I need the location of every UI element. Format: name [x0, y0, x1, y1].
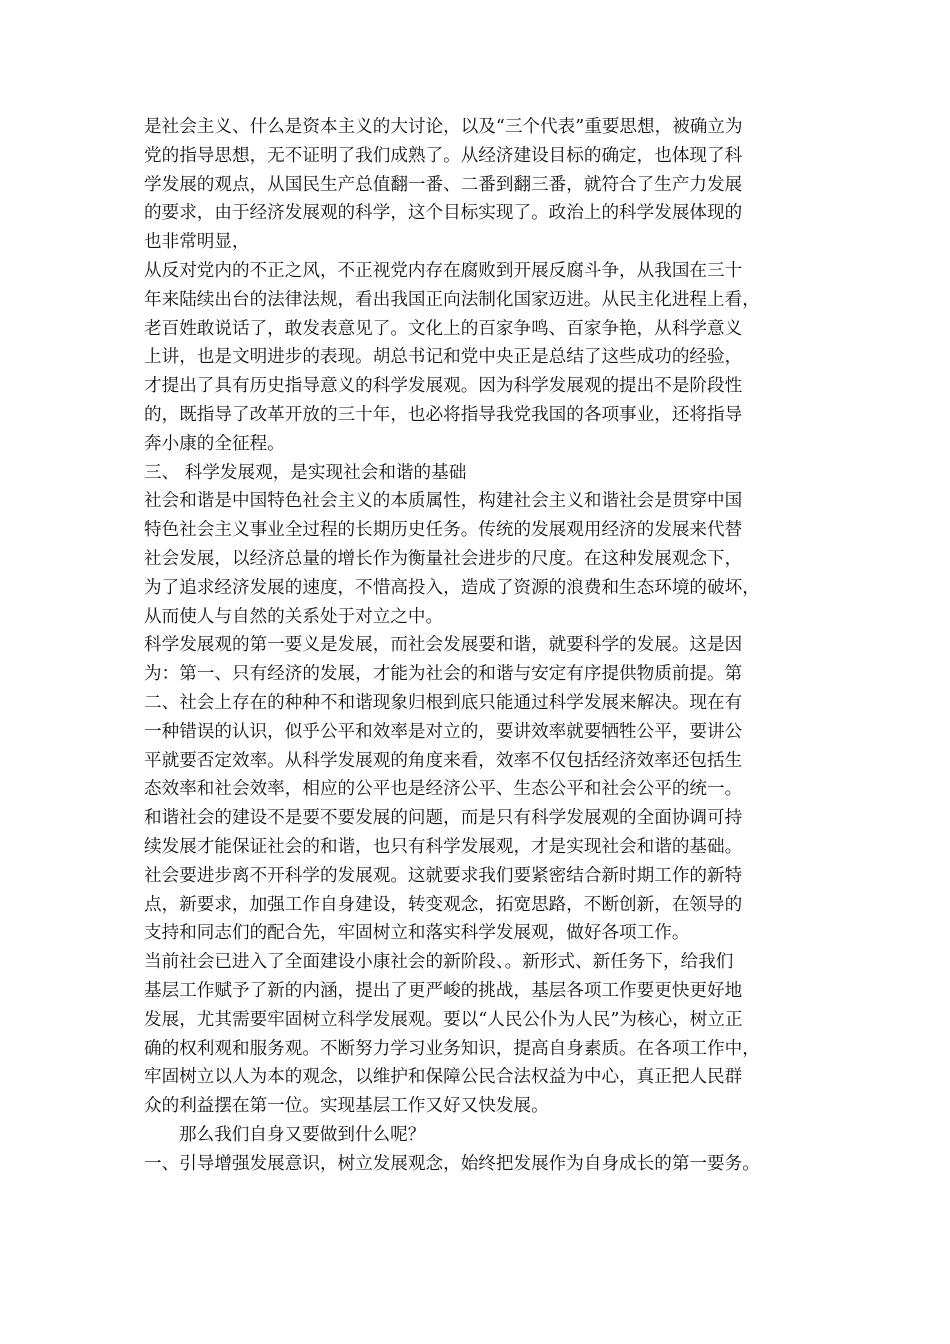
- text-line: 当前社会已进入了全面建设小康社会的新阶段、。新形式、新任务下，给我们: [144, 952, 734, 973]
- text-line: 的，既指导了改革开放的三十年，也必将指导我党我国的各项事业，还将指导: [144, 404, 743, 425]
- text-line: 态效率和社会效率，相应的公平也是经济公平、生态公平和社会公平的统一。: [144, 779, 743, 800]
- text-line: 社会和谐是中国特色社会主义的本质属性，构建社会主义和谐社会是贯穿中国: [144, 491, 743, 512]
- text-line: 一、引导增强发展意识，树立发展观念，始终把发展作为自身成长的第一要务。: [144, 1153, 760, 1174]
- text-line: 奔小康的全征程。: [144, 433, 285, 454]
- text-line: 支持和同志们的配合先，牢固树立和落实科学发展观，做好各项工作。: [144, 923, 690, 944]
- text-line: 平就要否定效率。从科学发展观的角度来看，效率不仅包括经济效率还包括生: [144, 750, 743, 771]
- text-line: 为了追求经济发展的速度，不惜高投入，造成了资源的浪费和生态环境的破坏，: [144, 577, 760, 598]
- document-body: [144, 113, 824, 1178]
- text-line: 特色社会主义事业全过程的长期历史任务。传统的发展观用经济的发展来代替: [144, 520, 743, 541]
- text-line: 党的指导思想，无不证明了我们成熟了。从经济建设目标的确定，也体现了科: [144, 145, 743, 166]
- text-line: 一种错误的认识，似乎公平和效率是对立的，要讲效率就要牺牲公平，要讲公: [144, 721, 743, 742]
- text-line: 续发展才能保证社会的和谐，也只有科学发展观，才是实现社会和谐的基础。: [144, 836, 743, 857]
- text-line: 确的权利观和服务观。不断努力学习业务知识，提高自身素质。在各项工作中，: [144, 1038, 760, 1059]
- text-line: 社会要进步离不开科学的发展观。这就要求我们要紧密结合新时期工作的新特: [144, 865, 743, 886]
- text-line: 年来陆续出台的法律法规，看出我国正向法制化国家迈进。从民主化进程上看，: [144, 289, 760, 310]
- text-line: 老百姓敢说话了，敢发表意见了。文化上的百家争鸣、百家争艳，从科学意义: [144, 318, 743, 339]
- text-line: 众的利益摆在第一位。实现基层工作又好又快发展。: [144, 1096, 549, 1117]
- text-line: 社会发展，以经济总量的增长作为衡量社会进步的尺度。在这种发展观念下，: [144, 548, 743, 569]
- indented-question-line: 那么我们自身又要做到什么呢？: [179, 1124, 426, 1145]
- text-line: 和谐社会的建设不是要不要发展的问题，而是只有科学发展观的全面协调可持: [144, 808, 743, 829]
- text-line: 发展，尤其需要牢固树立科学发展观。要以“人民公仆为人民”为核心，树立正: [144, 1009, 743, 1030]
- text-line: 为：第一、只有经济的发展，才能为社会的和谐与安定有序提供物质前提。第: [144, 664, 743, 685]
- text-line: 二、社会上存在的种种不和谐现象归根到底只能通过科学发展来解决。现在有: [144, 692, 743, 713]
- text-line: 的要求，由于经济发展观的科学，这个目标实现了。政治上的科学发展体现的: [144, 203, 743, 224]
- text-line: 学发展的观点，从国民生产总值翻一番、二番到翻三番，就符合了生产力发展: [144, 174, 743, 195]
- text-line: 上讲，也是文明进步的表现。胡总书记和党中央正是总结了这些成功的经验，: [144, 347, 743, 368]
- text-line: 是社会主义、什么是资本主义的大讨论，以及“三个代表”重要思想，被确立为: [144, 117, 743, 137]
- text-line: 也非常明显，: [144, 232, 250, 253]
- text-line: 基层工作赋予了新的内涵，提出了更严峻的挑战，基层各项工作要更快更好地: [144, 980, 743, 1001]
- text-line: 点，新要求，加强工作自身建设，转变观念，拓宽思路，不断创新，在领导的: [144, 894, 743, 915]
- text-line: 科学发展观的第一要义是发展，而社会发展要和谐，就要科学的发展。这是因: [144, 635, 743, 656]
- section-heading: 三、 科学发展观，是实现社会和谐的基础: [144, 462, 467, 483]
- text-line: 从反对党内的不正之风，不正视党内存在腐败到开展反腐斗争，从我国在三十: [144, 260, 743, 281]
- text-line: 牢固树立以人为本的观念，以维护和保障公民合法权益为中心，真正把人民群: [144, 1067, 743, 1088]
- text-line: 从而使人与自然的关系处于对立之中。: [144, 606, 444, 627]
- text-line: 才提出了具有历史指导意义的科学发展观。因为科学发展观的提出不是阶段性: [144, 376, 743, 397]
